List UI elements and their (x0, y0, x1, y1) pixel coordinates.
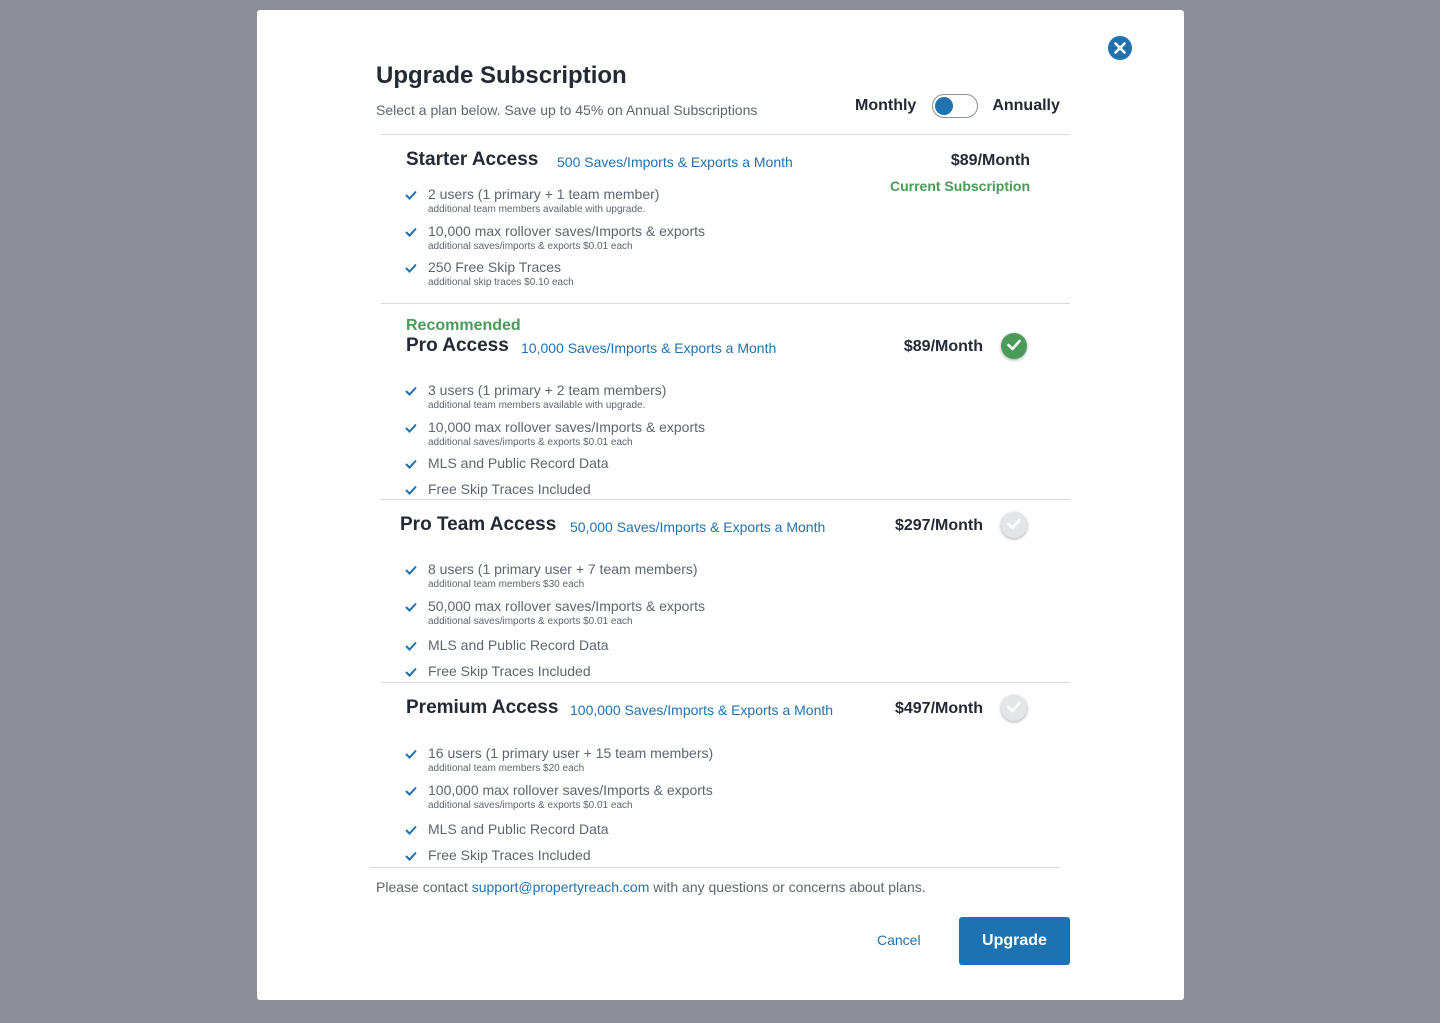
support-contact-text (376, 879, 926, 895)
feature-note: additional skip traces $0.10 each (428, 277, 574, 288)
check-icon (405, 423, 417, 433)
plan-price: $89/Month (903, 338, 983, 355)
check-icon (405, 667, 417, 677)
plan-select-check-icon[interactable] (1001, 695, 1027, 721)
cancel-button[interactable]: Cancel (877, 932, 921, 948)
feature-text: Free Skip Traces Included (428, 481, 591, 497)
feature-text: 8 users (1 primary user + 7 team members) (428, 561, 698, 577)
check-icon (405, 485, 417, 495)
feature-text: Free Skip Traces Included (428, 847, 591, 863)
close-icon[interactable] (1108, 36, 1132, 60)
plan-name: Pro Access (406, 335, 509, 356)
plan-select-check-icon[interactable] (1001, 512, 1027, 538)
feature-note: additional saves/imports & exports $0.01 each (428, 437, 633, 448)
feature-note: additional saves/imports & exports $0.01 each (428, 241, 633, 252)
recommended-badge: Recommended (406, 317, 521, 334)
feature-text: MLS and Public Record Data (428, 455, 609, 471)
feature-text: 50,000 max rollover saves/Imports & exports (428, 598, 706, 614)
plan-selected-check-icon[interactable] (1001, 333, 1027, 359)
feature-note: additional team members available with upgrade. (428, 400, 646, 411)
switch-knob (935, 97, 953, 115)
modal-title: Upgrade Subscription (376, 62, 627, 89)
check-icon (405, 786, 417, 796)
check-icon (405, 641, 417, 651)
toggle-label-monthly: Monthly (855, 97, 917, 114)
billing-period-switch[interactable] (932, 94, 978, 118)
plan-quota: 10,000 Saves/Imports & Exports a Month (521, 340, 777, 356)
feature-note: additional team members available with upgrade. (428, 204, 646, 215)
plan-name: Starter Access (406, 149, 539, 170)
divider (370, 867, 1059, 868)
check-icon (405, 263, 417, 273)
plan-price: $297/Month (894, 517, 983, 534)
feature-text: 10,000 max rollover saves/Imports & exports (428, 419, 706, 435)
feature-text: 3 users (1 primary + 2 team members) (428, 382, 667, 398)
plan-quota: 50,000 Saves/Imports & Exports a Month (570, 519, 826, 535)
contact-prefix: Please contact (376, 879, 472, 895)
upgrade-subscription-modal (257, 10, 1184, 1000)
support-email-link[interactable]: support@propertyreach.com (471, 879, 650, 895)
feature-text: 2 users (1 primary + 1 team member) (428, 186, 660, 202)
upgrade-button[interactable]: Upgrade (959, 917, 1070, 965)
modal-subtitle: Select a plan below. Save up to 45% on Annual Subscriptions (376, 102, 758, 118)
check-icon (405, 565, 417, 575)
plan-price: $497/Month (894, 700, 983, 717)
plan-quota: 500 Saves/Imports & Exports a Month (557, 154, 793, 170)
feature-note: additional team members $30 each (428, 579, 585, 590)
contact-suffix: with any questions or concerns about plans. (649, 879, 926, 895)
check-icon (405, 227, 417, 237)
toggle-label-annually: Annually (992, 97, 1060, 114)
plan-price: $89/Month (950, 152, 1030, 169)
plan-premium[interactable] (381, 683, 1070, 867)
feature-text: MLS and Public Record Data (428, 821, 609, 837)
check-icon (405, 386, 417, 396)
check-icon (405, 749, 417, 759)
check-icon (405, 851, 417, 861)
plan-name: Pro Team Access (400, 514, 557, 535)
feature-text: 10,000 max rollover saves/Imports & exports (428, 223, 706, 239)
feature-text: 250 Free Skip Traces (428, 259, 562, 275)
check-icon (405, 459, 417, 469)
feature-note: additional saves/imports & exports $0.01 each (428, 800, 633, 811)
plan-quota: 100,000 Saves/Imports & Exports a Month (570, 702, 834, 718)
plan-pro-team[interactable] (381, 500, 1070, 682)
check-icon (405, 602, 417, 612)
plan-pro[interactable] (381, 304, 1070, 499)
feature-text: MLS and Public Record Data (428, 637, 609, 653)
check-icon (405, 190, 417, 200)
check-icon (405, 825, 417, 835)
feature-note: additional saves/imports & exports $0.01 each (428, 616, 633, 627)
feature-note: additional team members $20 each (428, 763, 585, 774)
plan-name: Premium Access (406, 697, 559, 718)
feature-text: 16 users (1 primary user + 15 team members) (428, 745, 714, 761)
feature-text: 100,000 max rollover saves/Imports & exports (428, 782, 713, 798)
billing-toggle (855, 94, 1060, 118)
plan-starter (381, 135, 1070, 303)
feature-text: Free Skip Traces Included (428, 663, 591, 679)
current-subscription-label: Current Subscription (889, 178, 1030, 194)
